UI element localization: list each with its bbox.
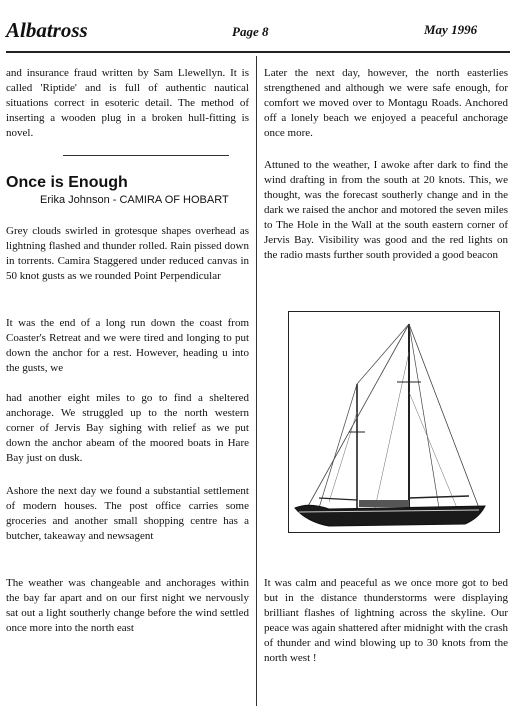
right-para-3 — [264, 576, 508, 666]
paragraph: It was the end of a long run down the coast from Coaster's Retreat and we were tired and longing to put down the anchor for a rest. However, heading u into the gusts, we — [6, 317, 249, 374]
newsletter-title: Albatross — [6, 18, 88, 42]
paragraph: Ashore the next day we found a substantial settlement of modern houses. The post office carries some groceries and another small shopping centre has a butcher, takeaway and newsagent — [6, 485, 249, 542]
left-para-4 — [6, 484, 249, 544]
left-para-3 — [6, 391, 249, 466]
intro-paragraph: and insurance fraud written by Sam Llewellyn. It is called 'Riptide' and is full of authentic nautical situations correct in esoteric detail. The method of inserting a wooden plug in a broken hull-fitting is novel. — [6, 67, 249, 139]
right-para-1 — [264, 66, 508, 141]
paragraph: Later the next day, however, the north easterlies strengthened and although we were safe enough, for comfort we moved over to Montagu Roads. Anchored off a lonely beach we enjoyed a peaceful anchorage once more. — [264, 67, 508, 139]
issue-date: May 1996 — [424, 22, 478, 37]
column-divider — [256, 56, 257, 706]
paragraph: had another eight miles to go to find a sheltered anchorage. We struggled up to the north western corner of Jervis Bay sighing with relief as we put down the anchor abeam of the moored boats in Hare Bay just on dusk. — [6, 392, 249, 464]
header-rule — [6, 51, 510, 53]
left-para-1 — [6, 224, 249, 284]
right-para-2 — [264, 158, 508, 263]
sailboat-photo — [288, 311, 500, 533]
left-intro — [6, 66, 249, 141]
section-rule — [63, 155, 229, 156]
paragraph: It was calm and peaceful as we once more got to bed but in the distance thunderstorms were displaying brilliant flashes of lightning across the skyline. Our peace was again shattered after midnight with the crash of thunder and wind blowing up to 30 knots from the north west ! — [264, 577, 508, 664]
paragraph: Attuned to the weather, I awoke after dark to find the wind drafting in from the south at 20 knots. This, we thought, was the forecast southerly change and in the dark we raised the anchor and motored the seven miles to The Hole in the Wall at the south eastern corner of Jervis Bay. Visibility was good and the red lights on the radio masts further south provided a good beacon — [264, 159, 508, 261]
paragraph: Grey clouds swirled in grotesque shapes overhead as lightning flashed and thunder rolled. Rain pissed down in torrents. Camira Staggered under reduced canvas in 50 knot gusts as we rounded Point Perpendicular — [6, 225, 249, 282]
sailboat-illustration — [289, 312, 499, 532]
left-para-2 — [6, 316, 249, 376]
article-byline: Erika Johnson - CAMIRA OF HOBART — [40, 194, 229, 206]
page-number: Page 8 — [232, 24, 269, 39]
paragraph: The weather was changeable and anchorages within the bay far apart and on our first night we nervously sat out a light southerly change before the wind settled once more into the north east — [6, 577, 249, 634]
article-heading: Once is Enough — [6, 174, 128, 191]
left-para-5 — [6, 576, 249, 636]
